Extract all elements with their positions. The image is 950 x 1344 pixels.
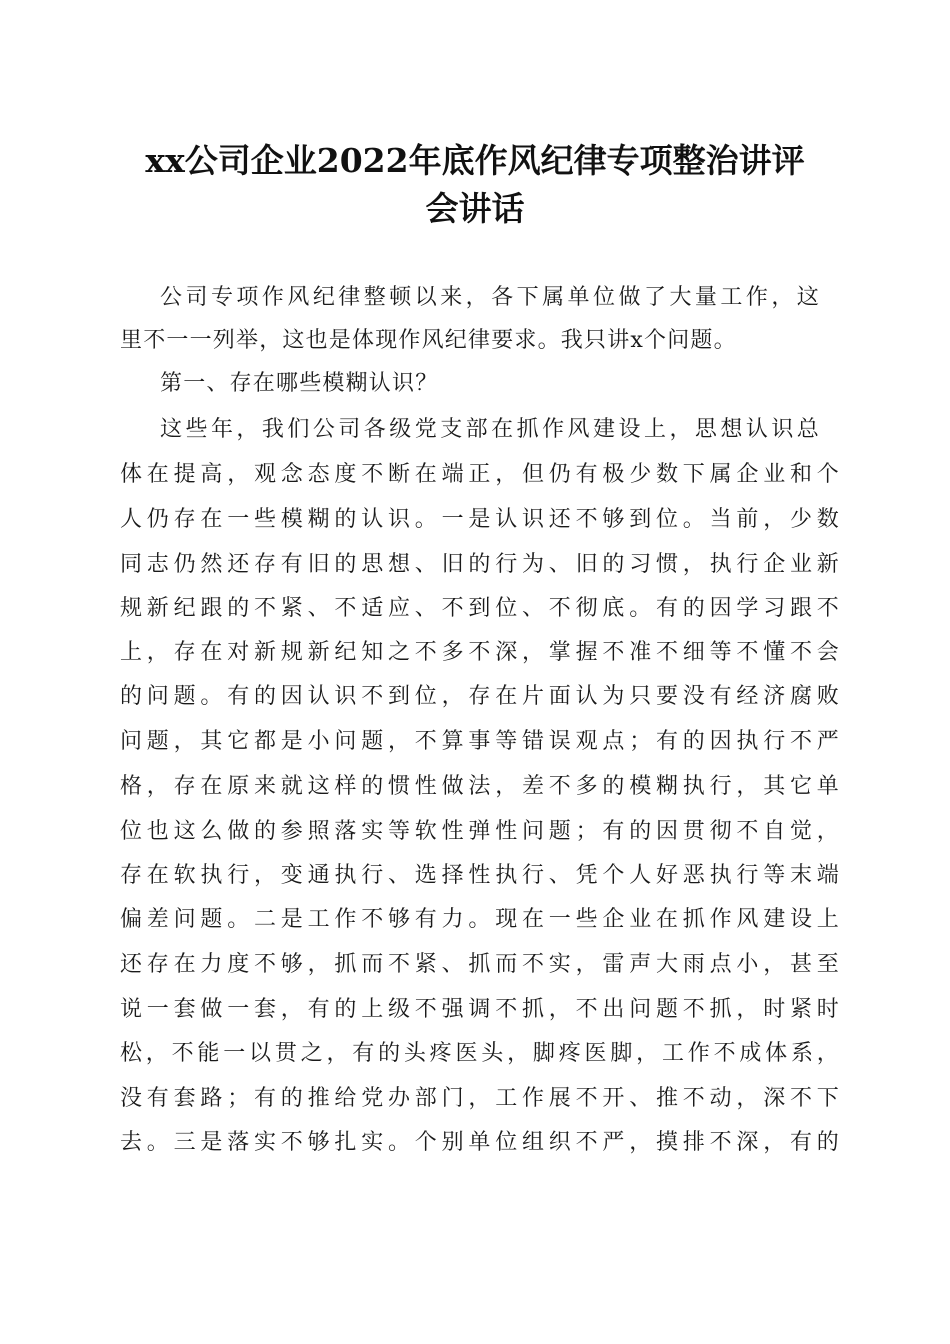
- paragraph-line: 人仍存在一些模糊的认识。一是认识还不够到位。当前，少数: [120, 507, 840, 532]
- paragraph-line: 规新纪跟的不紧、不适应、不到位、不彻底。有的因学习跟不: [120, 596, 840, 621]
- paragraph-line: 没有套路；有的推给党办部门，工作展不开、推不动，深不下: [120, 1086, 840, 1111]
- paragraph-line: 说一套做一套，有的上级不强调不抓，不出问题不抓，时紧时: [120, 997, 840, 1022]
- paragraph-line: 的问题。有的因认识不到位，存在片面认为只要没有经济腐败: [120, 684, 840, 709]
- paragraph-line: 去。三是落实不够扎实。个别单位组织不严，摸排不深，有的: [120, 1130, 840, 1155]
- paragraph-line: 格，存在原来就这样的惯性做法，差不多的模糊执行，其它单: [120, 774, 840, 799]
- document-title-line-2: 会讲话: [425, 189, 525, 228]
- paragraph-line: 里不一一列举，这也是体现作风纪律要求。我只讲x个问题。: [120, 328, 737, 353]
- paragraph-line: 存在软执行，变通执行、选择性执行、凭个人好恶执行等末端: [120, 863, 840, 888]
- paragraph-line: 偏差问题。二是工作不够有力。现在一些企业在抓作风建设上: [120, 907, 840, 932]
- paragraph-line: 松，不能一以贯之，有的头疼医头，脚疼医脚，工作不成体系，: [120, 1041, 840, 1066]
- paragraph-line: 还存在力度不够，抓而不紧、抓而不实，雷声大雨点小，甚至: [120, 952, 840, 977]
- document-title-line-1: xx公司企业2022年底作风纪律专项整治讲评: [145, 141, 805, 180]
- paragraph-line: 这些年，我们公司各级党支部在抓作风建设上，思想认识总: [160, 417, 820, 442]
- paragraph-line: 位也这么做的参照落实等软性弹性问题；有的因贯彻不自觉，: [120, 819, 840, 844]
- paragraph-line: 同志仍然还存有旧的思想、旧的行为、旧的习惯，执行企业新: [120, 552, 840, 577]
- paragraph-line: 问题，其它都是小问题，不算事等错误观点；有的因执行不严: [120, 729, 840, 754]
- paragraph-line: 公司专项作风纪律整顿以来，各下属单位做了大量工作，这: [160, 285, 820, 310]
- paragraph-line: 上，存在对新规新纪知之不多不深，掌握不准不细等不懂不会: [120, 640, 840, 665]
- paragraph-line: 体在提高，观念态度不断在端正，但仍有极少数下属企业和个: [120, 462, 840, 487]
- section-heading: 第一、存在哪些模糊认识？: [160, 371, 439, 396]
